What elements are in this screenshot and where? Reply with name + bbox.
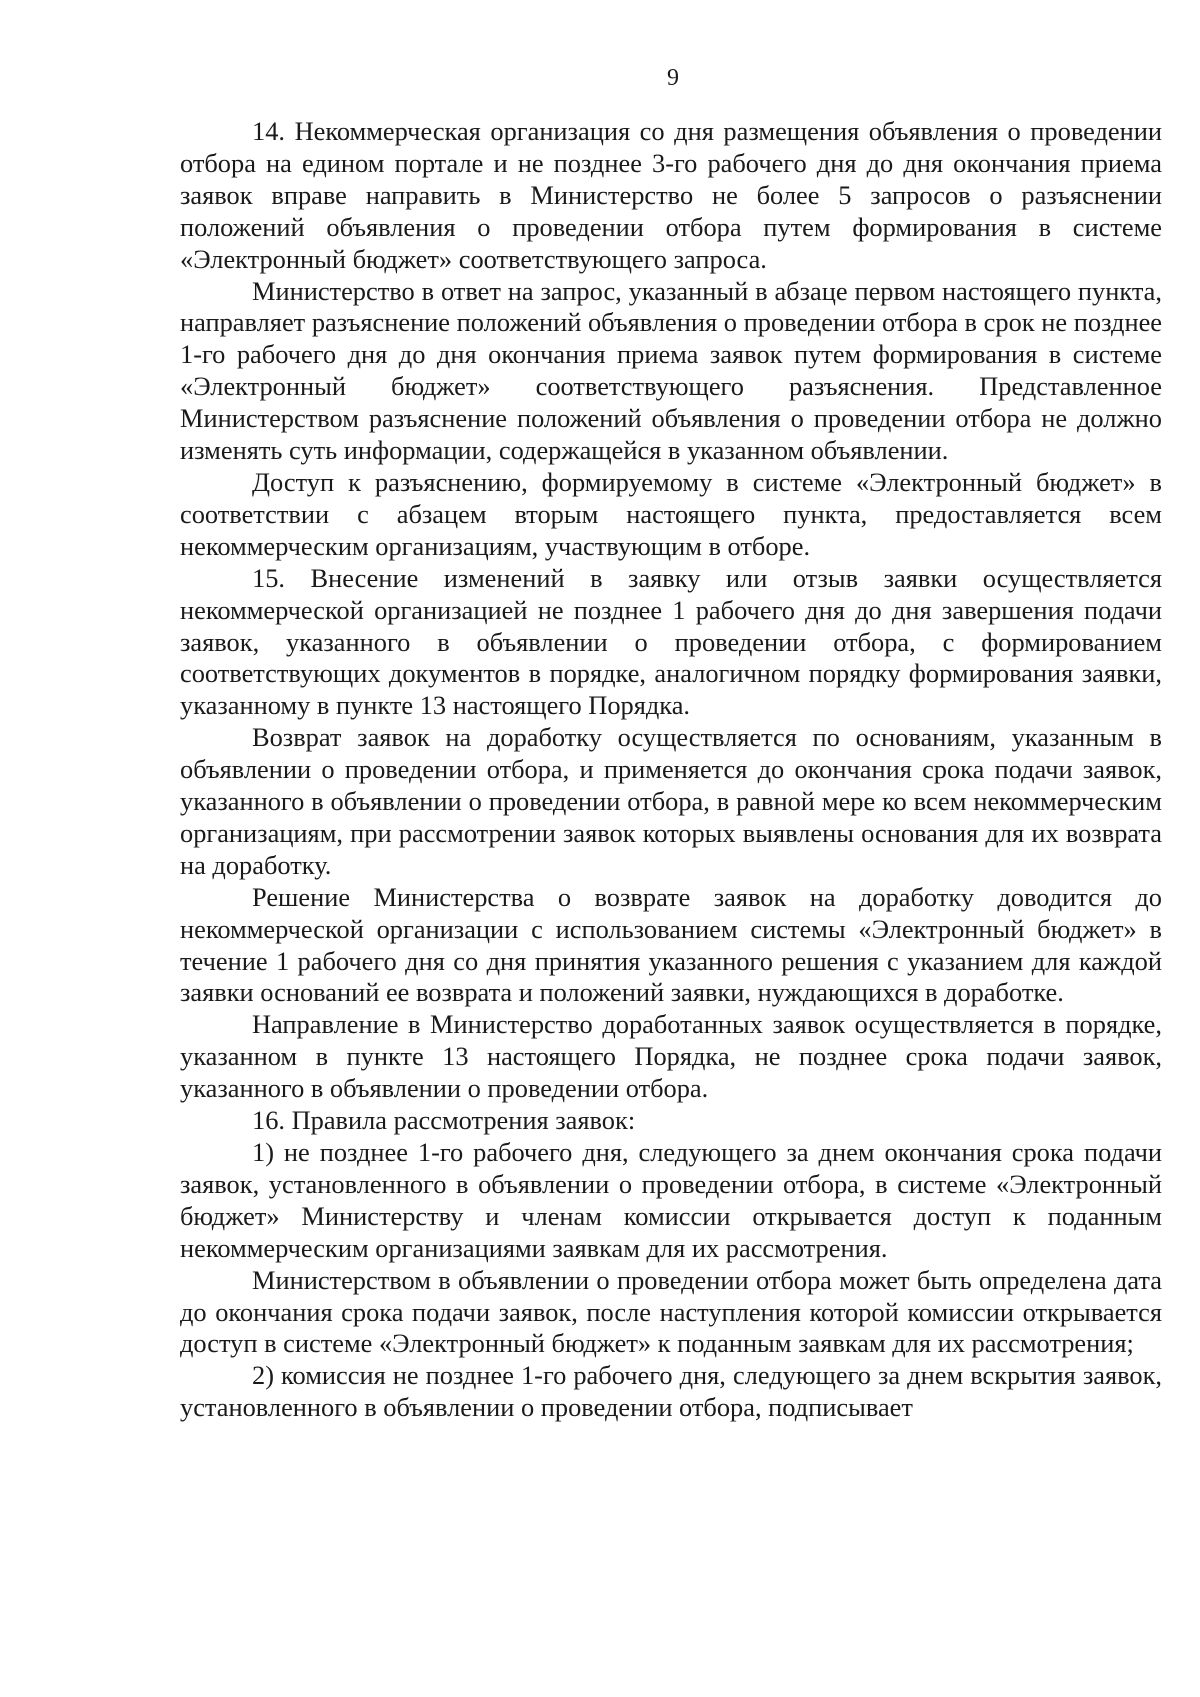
paragraph-14-access: Доступ к разъяснению, формируемому в системе «Электронный бюджет» в соответствии с абзацем вторым настоящего пункта, предоставляется всем некоммерческим организациям, участвующим в отборе.	[180, 466, 1162, 561]
paragraph-16-item-1-date: Министерством в объявлении о проведении отбора может быть определена дата до окончания срока подачи заявок, после наступления которой комиссии открывается доступ в системе «Электронный бюджет» к поданным заявкам для их рассмотрения;	[180, 1264, 1162, 1359]
paragraph-16-heading: 16. Правила рассмотрения заявок:	[252, 1105, 636, 1136]
paragraph-16-item-1: 1) не позднее 1-го рабочего дня, следующего за днем окончания срока подачи заявок, установленного в объявлении о проведении отбора, в системе «Электронный бюджет» Министерству и членам комиссии открывается доступ к поданным некоммерческим организациями заявкам для их рассмотрения.	[180, 1137, 1162, 1263]
paragraph-15-decision: Решение Министерства о возврате заявок на доработку доводится до некоммерческой организации с использованием системы «Электронный бюджет» в течение 1 рабочего дня со дня принятия указанного решения с указанием для каждой заявки оснований ее возврата и положений заявки, нуждающихся в доработке.	[180, 881, 1162, 1008]
paragraph-14: 14. Некоммерческая организация со дня размещения объявления о проведении отбора на едином портале и не позднее 3-го рабочего дня до дня окончания приема заявок вправе направить в Министерство не более 5 запросов о разъяснении положений объявления о проведении отбора путем формирования в системе «Электронный бюджет» соответствующего запроса.	[180, 116, 1162, 274]
paragraph-14-ministry-response: Министерство в ответ на запрос, указанный в абзаце первом настоящего пункта, направляет разъяснение положений объявления о проведении отбора в срок не позднее 1-го рабочего дня до дня окончания приема заявок путем формирования в системе «Электронный бюджет» соответствующего разъяснения. Представленное Министерством разъяснение положений объявления о проведении отбора не должно изменять суть информации, содержащейся в указанном объявлении.	[180, 275, 1162, 466]
paragraph-15: 15. Внесение изменений в заявку или отзыв заявки осуществляется некоммерческой организацией не позднее 1 рабочего дня до дня завершения подачи заявок, указанного в объявлении о проведении отбора, с формированием соответствующих документов в порядке, аналогичном порядку формирования заявки, указанному в пункте 13 настоящего Порядка.	[180, 562, 1162, 721]
paragraph-15-return: Возврат заявок на доработку осуществляется по основаниям, указанным в объявлении о проведении отбора, и применяется до окончания срока подачи заявок, указанного в объявлении о проведении отбора, в равной мере ко всем некоммерческим организациям, при рассмотрении заявок которых выявлены основания для их возврата на доработку.	[180, 722, 1162, 880]
page-number: 9	[667, 65, 679, 91]
paragraph-15-resubmission: Направление в Министерство доработанных заявок осуществляется в порядке, указанном в пункте 13 настоящего Порядка, не позднее срока подачи заявок, указанного в объявлении о проведении отбора.	[180, 1009, 1162, 1104]
document-body	[180, 116, 1162, 1424]
paragraph-16-item-2: 2) комиссия не позднее 1-го рабочего дня, следующего за днем вскрытия заявок, установленного в объявлении о проведении отбора, подписывает	[180, 1360, 1162, 1423]
